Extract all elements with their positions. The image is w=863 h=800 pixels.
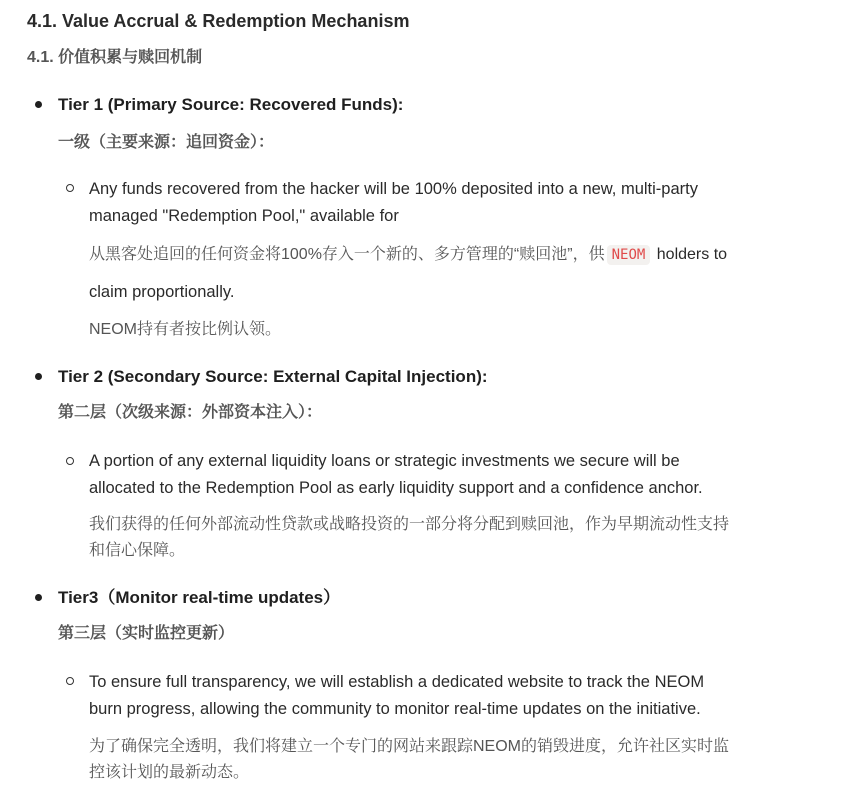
tier-3-title: Tier3（Monitor real-time updates）	[58, 588, 341, 607]
tier-2-title: Tier 2 (Secondary Source: External Capital Injection):	[58, 367, 488, 386]
tier-1-zh-line-1	[89, 241, 727, 269]
tier-3-subtitle: 第三层（实时监控更新）	[58, 625, 235, 642]
circle-bullet-icon	[66, 457, 74, 465]
tier-2-subtitle: 第二层（次级来源：外部资本注入）：	[58, 404, 323, 421]
tier-1-zh-text: 从黑客处追回的任何资金将100%存入一个新的、多方管理的“赎回池”，供	[89, 246, 605, 263]
tier-3-en-line-1: To ensure full transparency, we will establish a dedicated website to track the NEOM	[89, 673, 705, 691]
bullet-icon	[35, 101, 42, 108]
tier-1-en-line-2: managed "Redemption Pool," available for	[89, 207, 399, 225]
tier-2-zh-line-1: 我们获得的任何外部流动性贷款或战略投资的一部分将分配到赎回池，作为早期流动性支持	[89, 516, 730, 533]
tier-3-zh-line-2: 控该计划的最新动态。	[89, 764, 250, 781]
section-title-zh: 4.1. 价值积累与赎回机制	[27, 49, 203, 66]
neom-code-token: NEOM	[607, 245, 651, 265]
tier-2-zh-line-2: 和信心保障。	[89, 542, 186, 559]
bullet-icon	[35, 373, 42, 380]
tier-3-en-line-2: burn progress, allowing the community to monitor real-time updates on the initiative.	[89, 700, 701, 718]
tier-1-title: Tier 1 (Primary Source: Recovered Funds):	[58, 95, 404, 114]
circle-bullet-icon	[66, 184, 74, 192]
tier-2-en-line-2: allocated to the Redemption Pool as early liquidity support and a confidence anchor.	[89, 479, 703, 497]
tier-1-zh-line-2: NEOM持有者按比例认领。	[89, 321, 282, 338]
bullet-icon	[35, 594, 42, 601]
tier-1-en-tail: holders to	[656, 246, 728, 263]
tier-1-en-line-1: Any funds recovered from the hacker will be 100% deposited into a new, multi-party	[89, 180, 698, 198]
section-title-en: 4.1. Value Accrual & Redemption Mechanism	[27, 11, 410, 31]
tier-1-en-line-3: claim proportionally.	[89, 283, 235, 301]
tier-1-subtitle: 一级（主要来源：追回资金）：	[58, 134, 275, 151]
circle-bullet-icon	[66, 677, 74, 685]
tier-2-en-line-1: A portion of any external liquidity loans or strategic investments we secure will be	[89, 452, 680, 470]
tier-3-zh-line-1: 为了确保完全透明，我们将建立一个专门的网站来跟踪NEOM的销毁进度，允许社区实时监	[89, 738, 730, 755]
